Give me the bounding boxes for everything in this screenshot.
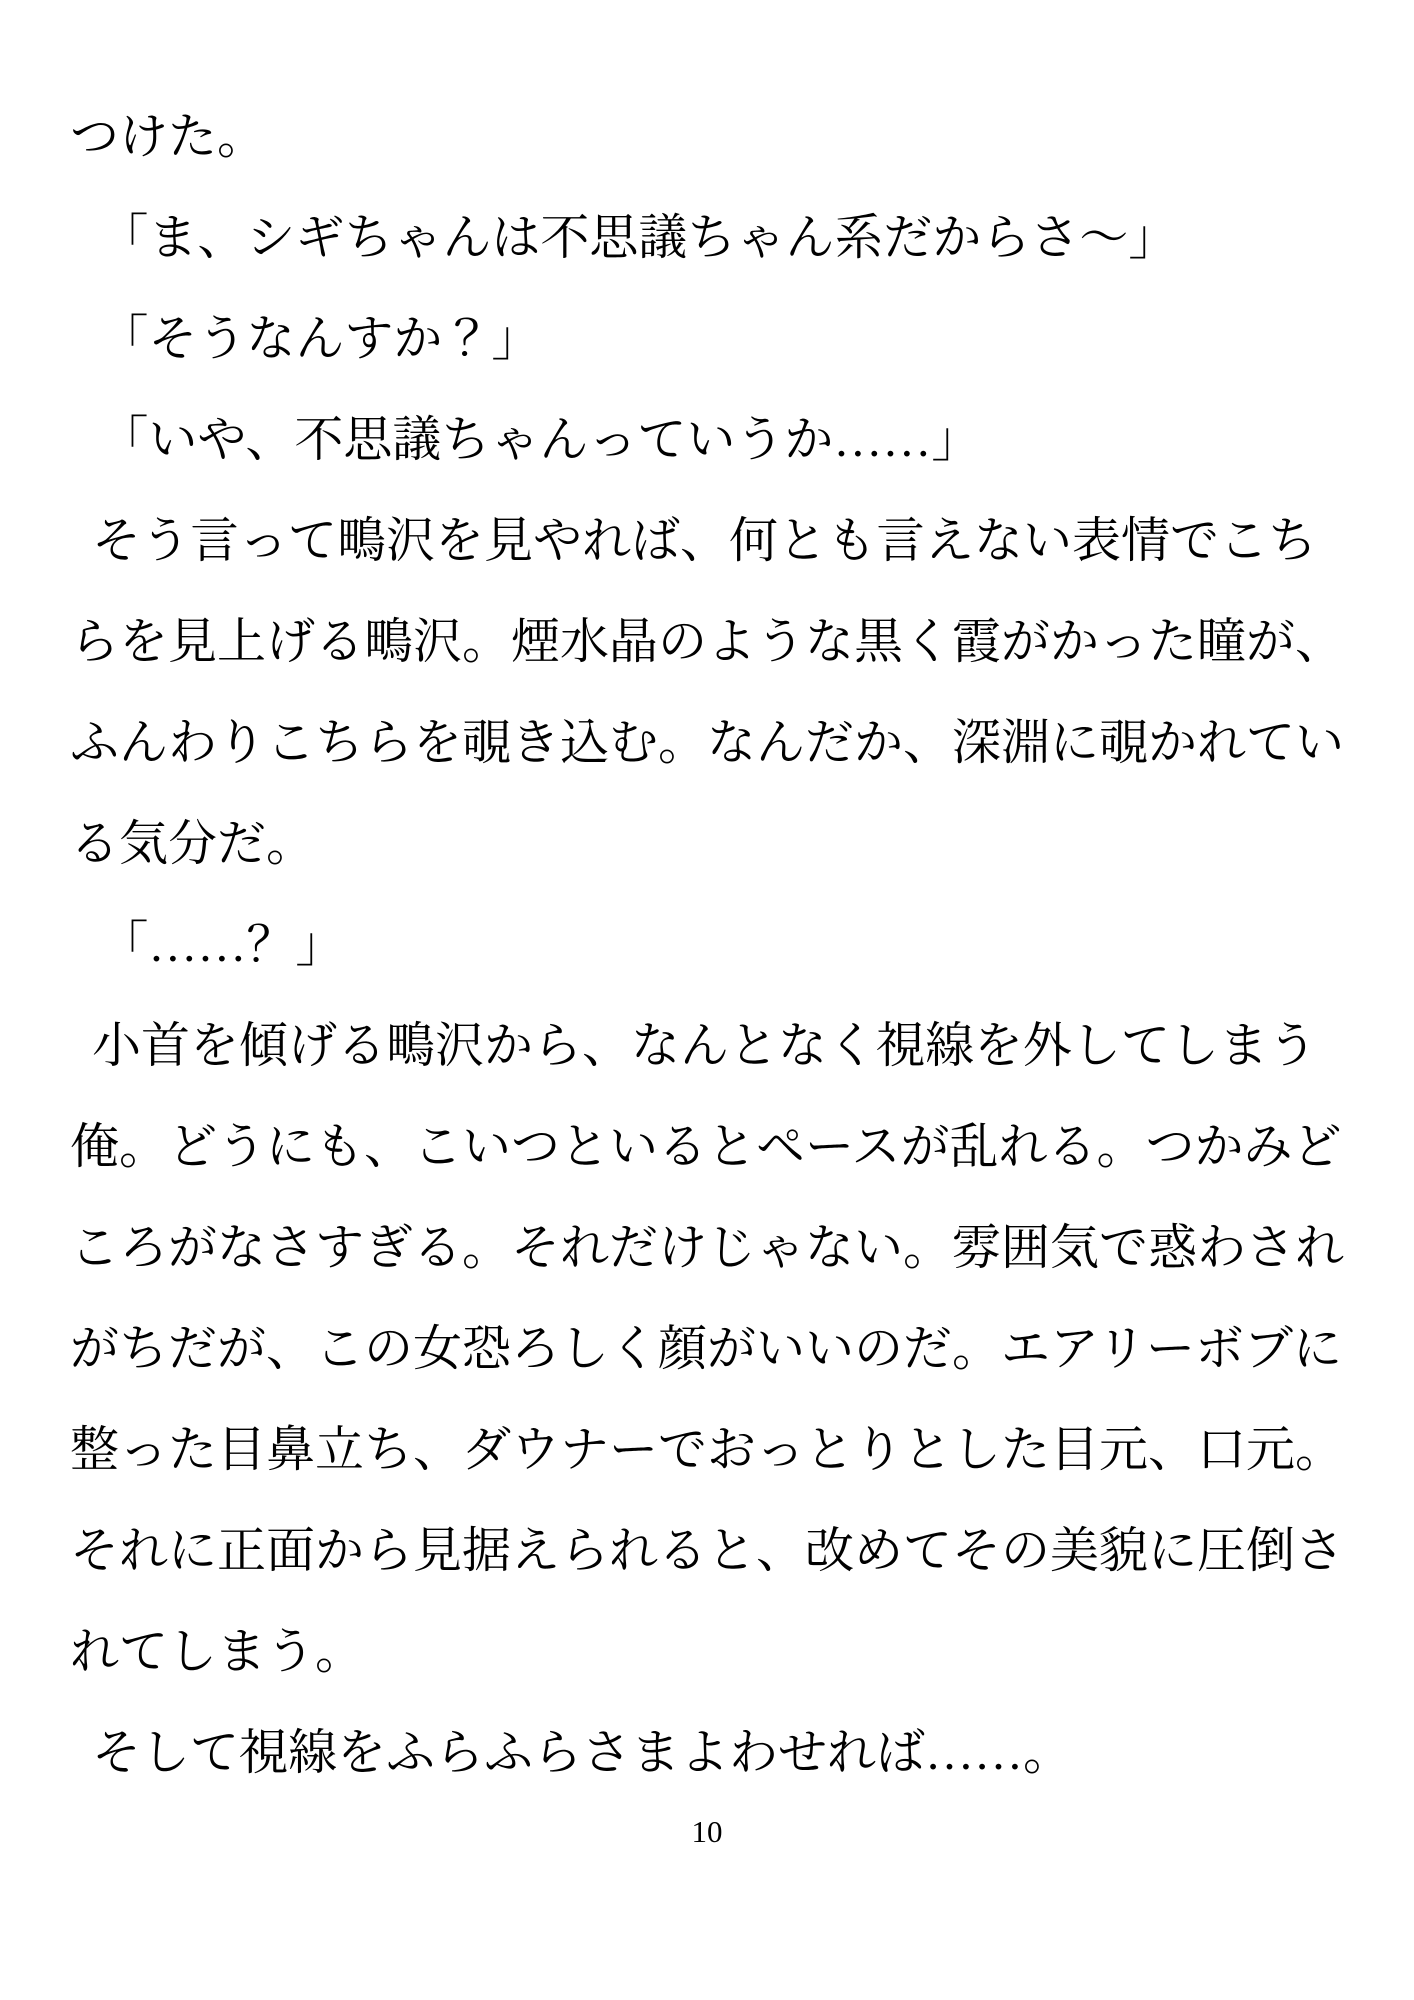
text-line: つけた。: [70, 109, 267, 164]
text-line: がちだが、この女恐ろしく顔がいいのだ。エアリーボブに: [70, 1321, 1343, 1376]
text-line: ふんわりこちらを覗き込む。なんだか、深淵に覗かれてい: [70, 715, 1345, 770]
text-line: ころがなさすぎる。それだけじゃない。雰囲気で惑わされ: [70, 1220, 1345, 1275]
text-line: 「そうなんすか？」: [99, 311, 541, 366]
text-line: それに正面から見据えられると、改めてその美貌に圧倒さ: [70, 1523, 1345, 1578]
text-line: 「……？」: [99, 917, 345, 972]
text-line: 「いや、不思議ちゃんっていうか……」: [99, 412, 981, 467]
text-line: れてしまう。: [70, 1624, 365, 1679]
text-line: そう言って鴫沢を見やれば、何とも言えない表情でこち: [92, 513, 1318, 568]
text-line: 俺。どうにも、こいつといるとペースが乱れる。つかみど: [70, 1119, 1342, 1174]
body-text: [70, 86, 1344, 1803]
text-line: 整った目鼻立ち、ダウナーでおっとりとした目元、口元。: [70, 1422, 1345, 1477]
text-line: 「ま、シギちゃんは不思議ちゃん系だからさ〜」: [99, 210, 1178, 265]
text-line: る気分だ。: [70, 816, 316, 871]
text-line: そして視線をふらふらさまよわせれば……。: [92, 1725, 1073, 1780]
text-line: らを見上げる鴫沢。煙水晶のような黒く霞がかった瞳が、: [70, 614, 1345, 669]
text-line: 小首を傾げる鴫沢から、なんとなく視線を外してしまう: [92, 1018, 1318, 1073]
page-number: 10: [691, 1814, 723, 1849]
